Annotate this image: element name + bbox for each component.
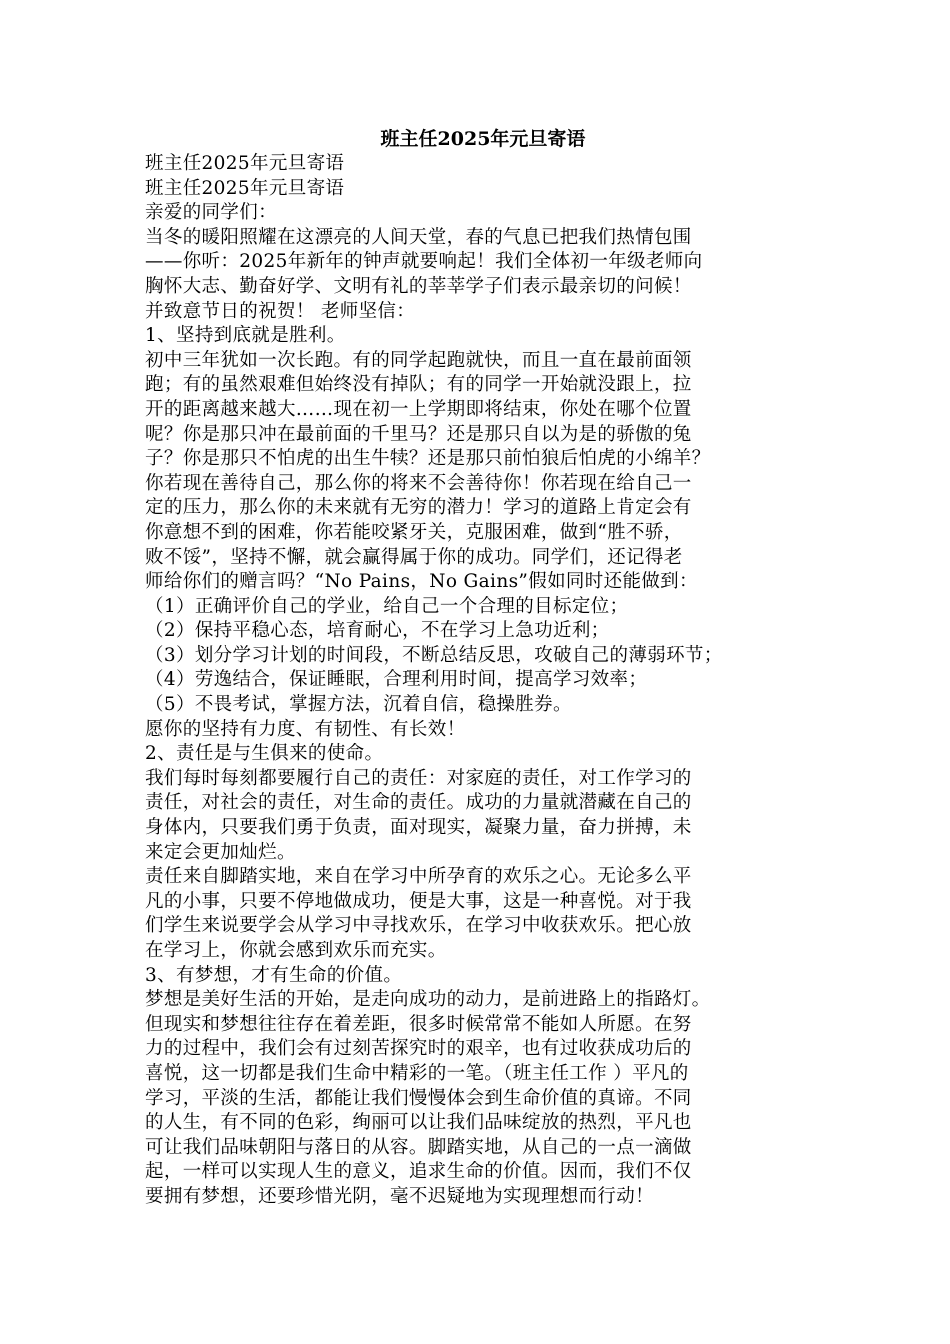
text-line: 胸怀大志、勤奋好学、文明有礼的莘莘学子们表示最亲切的问候！ <box>145 275 692 297</box>
text-line: 起，一样可以实现人生的意义，追求生命的价值。因而，我们不仅 <box>145 1161 692 1183</box>
text-line: 凡的小事，只要不停地做成功，便是大事，这是一种喜悦。对于我 <box>145 890 692 912</box>
text-line: 愿你的坚持有力度、有韧性、有长效！ <box>145 718 466 740</box>
text-line: 可让我们品味朝阳与落日的从容。脚踏实地，从自己的一点一滴做 <box>145 1136 692 1158</box>
text-line: 并致意节日的祝贺！ 老师坚信： <box>145 300 416 322</box>
text-line: 败不馁”，坚持不懈，就会赢得属于你的成功。同学们，还记得老 <box>145 546 683 568</box>
text-line: 但现实和梦想往往存在着差距，很多时候常常不能如人所愿。在努 <box>145 1013 692 1035</box>
text-line: （1）正确评价自己的学业，给自己一个合理的目标定位； <box>145 595 629 617</box>
text-line: 呢？你是那只冲在最前面的千里马？还是那只自以为是的骄傲的兔 <box>145 423 692 445</box>
text-line: 们学生来说要学会从学习中寻找欢乐，在学习中收获欢乐。把心放 <box>145 915 692 937</box>
text-line: 当冬的暖阳照耀在这漂亮的人间天堂，春的气息已把我们热情包围 <box>145 226 692 248</box>
text-line: 你意想不到的困难，你若能咬紧牙关，克服困难，做到“胜不骄， <box>145 521 683 543</box>
text-line: 身体内，只要我们勇于负责，面对现实，凝聚力量，奋力拼搏，未 <box>145 817 692 839</box>
text-line: 你若现在善待自己，那么你的将来不会善待你！你若现在给自己一 <box>145 472 692 494</box>
text-line: 喜悦，这一切都是我们生命中精彩的一笔。（班主任工作 ）平凡的 <box>145 1062 689 1084</box>
text-line: 责任，对社会的责任，对生命的责任。成功的力量就潜藏在自己的 <box>145 792 692 814</box>
text-line: 初中三年犹如一次长跑。有的同学起跑就快，而且一直在最前面领 <box>145 349 692 371</box>
text-line: 力的过程中，我们会有过刻苦探究时的艰辛，也有过收获成功后的 <box>145 1038 692 1060</box>
text-line: 要拥有梦想，还要珍惜光阴，毫不迟疑地为实现理想而行动！ <box>145 1185 654 1207</box>
text-line: 学习，平淡的生活，都能让我们慢慢体会到生命价值的真谛。不同 <box>145 1087 692 1109</box>
text-line: 来定会更加灿烂。 <box>145 841 296 863</box>
text-line: （4）劳逸结合，保证睡眠，合理利用时间，提高学习效率； <box>145 669 648 691</box>
text-line: 我们每时每刻都要履行自己的责任：对家庭的责任，对工作学习的 <box>145 767 692 789</box>
text-line: 责任来自脚踏实地，来自在学习中所孕育的欢乐之心。无论多么平 <box>145 866 692 888</box>
document-body <box>145 152 813 1210</box>
text-line: 班主任2025年元旦寄语 <box>145 177 345 199</box>
text-line: ——你听：2025年新年的钟声就要响起！我们全体初一年级老师向 <box>145 251 703 273</box>
text-line: 的人生，有不同的色彩，绚丽可以让我们品味绽放的热烈，平凡也 <box>145 1112 692 1134</box>
text-line: 跑；有的虽然艰难但始终没有掉队；有的同学一开始就没跟上，拉 <box>145 374 692 396</box>
text-line: 1、坚持到底就是胜利。 <box>145 325 346 347</box>
text-line: （2）保持平稳心态，培育耐心，不在学习上急功近利； <box>145 620 610 642</box>
text-line: 亲爱的同学们： <box>145 202 277 224</box>
document-title: 班主任2025年元旦寄语 <box>380 128 586 150</box>
text-line: 2、责任是与生俱来的使命。 <box>145 743 384 765</box>
text-line: 班主任2025年元旦寄语 <box>145 153 345 174</box>
text-line: 3、有梦想，才有生命的价值。 <box>145 964 403 986</box>
text-line: 定的压力，那么你的未来就有无穷的潜力！学习的道路上肯定会有 <box>145 497 692 519</box>
text-line: 梦想是美好生活的开始，是走向成功的动力，是前进路上的指路灯。 <box>145 989 711 1011</box>
text-line: 开的距离越来越大……现在初一上学期即将结束，你处在哪个位置 <box>145 398 692 420</box>
text-line: （5）不畏考试，掌握方法，沉着自信，稳操胜券。 <box>145 694 572 716</box>
text-line: 在学习上，你就会感到欢乐而充实。 <box>145 940 447 961</box>
text-line: 子？你是那只不怕虎的出生牛犊？还是那只前怕狼后怕虎的小绵羊？ <box>145 448 711 470</box>
document-page <box>145 126 813 1210</box>
text-line: （3）划分学习计划的时间段，不断总结反思，攻破自己的薄弱环节； <box>145 644 723 666</box>
text-line: 师给你们的赠言吗？“No Pains，No Gains”假如同时还能做到： <box>145 571 698 593</box>
